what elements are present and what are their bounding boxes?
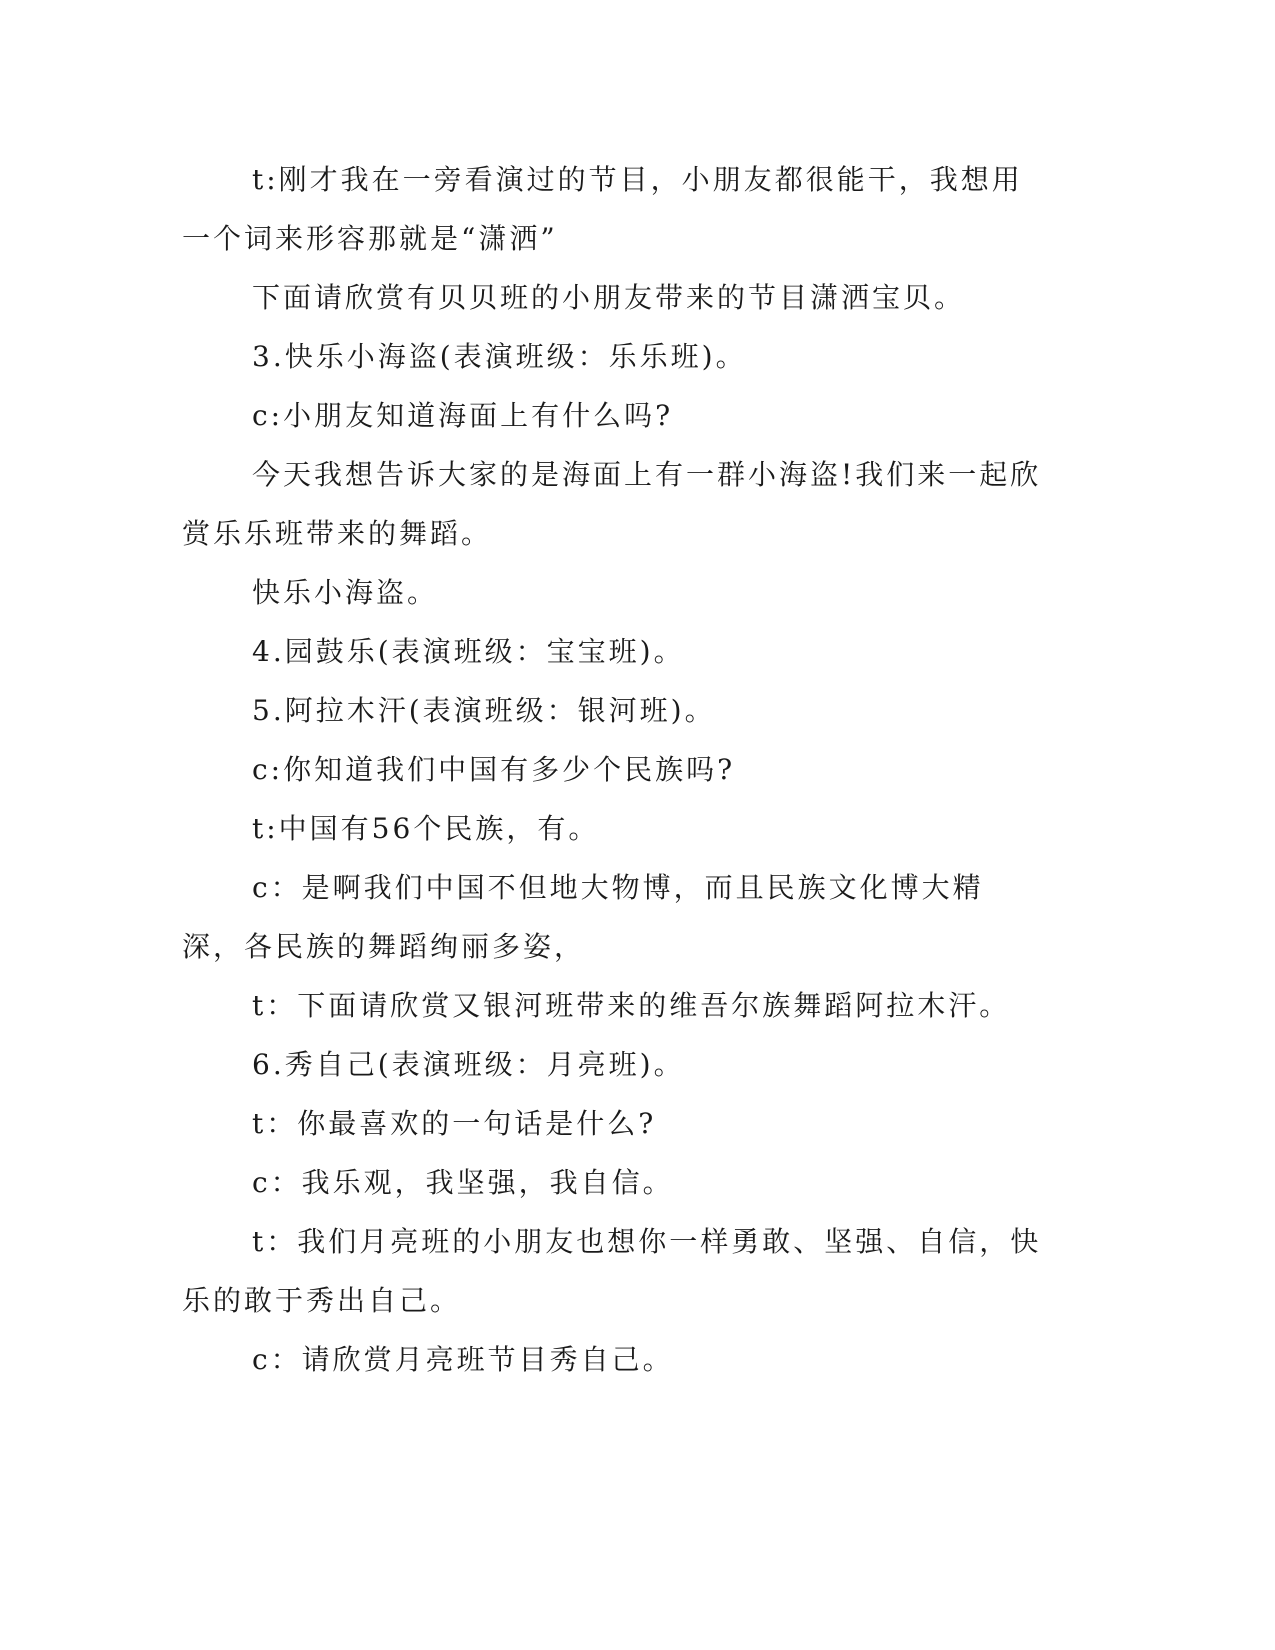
paragraph: t:刚才我在一旁看演过的节目，小朋友都很能干，我想用一个词来形容那就是“潇洒” [182,163,1023,255]
paragraph: t：下面请欣赏又银河班带来的维吾尔族舞蹈阿拉木汗。 [252,989,1011,1022]
paragraph: 4.园鼓乐(表演班级：宝宝班)。 [252,635,685,668]
paragraph: c:你知道我们中国有多少个民族吗? [252,753,736,786]
paragraph: c：是啊我们中国不但地大物博，而且民族文化博大精深，各民族的舞蹈绚丽多姿， [182,871,984,963]
paragraph: c：我乐观，我坚强，我自信。 [252,1166,674,1199]
paragraph: 3.快乐小海盗(表演班级：乐乐班)。 [252,340,747,373]
paragraph: 6.秀自己(表演班级：月亮班)。 [252,1048,685,1081]
paragraph: 快乐小海盗。 [252,576,439,609]
paragraph: t：我们月亮班的小朋友也想你一样勇敢、坚强、自信，快乐的敢于秀出自己。 [182,1225,1042,1317]
paragraph: 5.阿拉木汗(表演班级：银河班)。 [252,694,716,727]
paragraph: t：你最喜欢的一句话是什么? [252,1107,657,1140]
paragraph: t:中国有56个民族，有。 [252,812,600,845]
paragraph: c:小朋友知道海面上有什么吗? [252,399,674,432]
document-body [182,150,1042,1389]
paragraph: 今天我想告诉大家的是海面上有一群小海盗!我们来一起欣赏乐乐班带来的舞蹈。 [182,458,1042,550]
paragraph: 下面请欣赏有贝贝班的小朋友带来的节目潇洒宝贝。 [252,281,966,314]
paragraph: c：请欣赏月亮班节目秀自己。 [252,1343,674,1376]
